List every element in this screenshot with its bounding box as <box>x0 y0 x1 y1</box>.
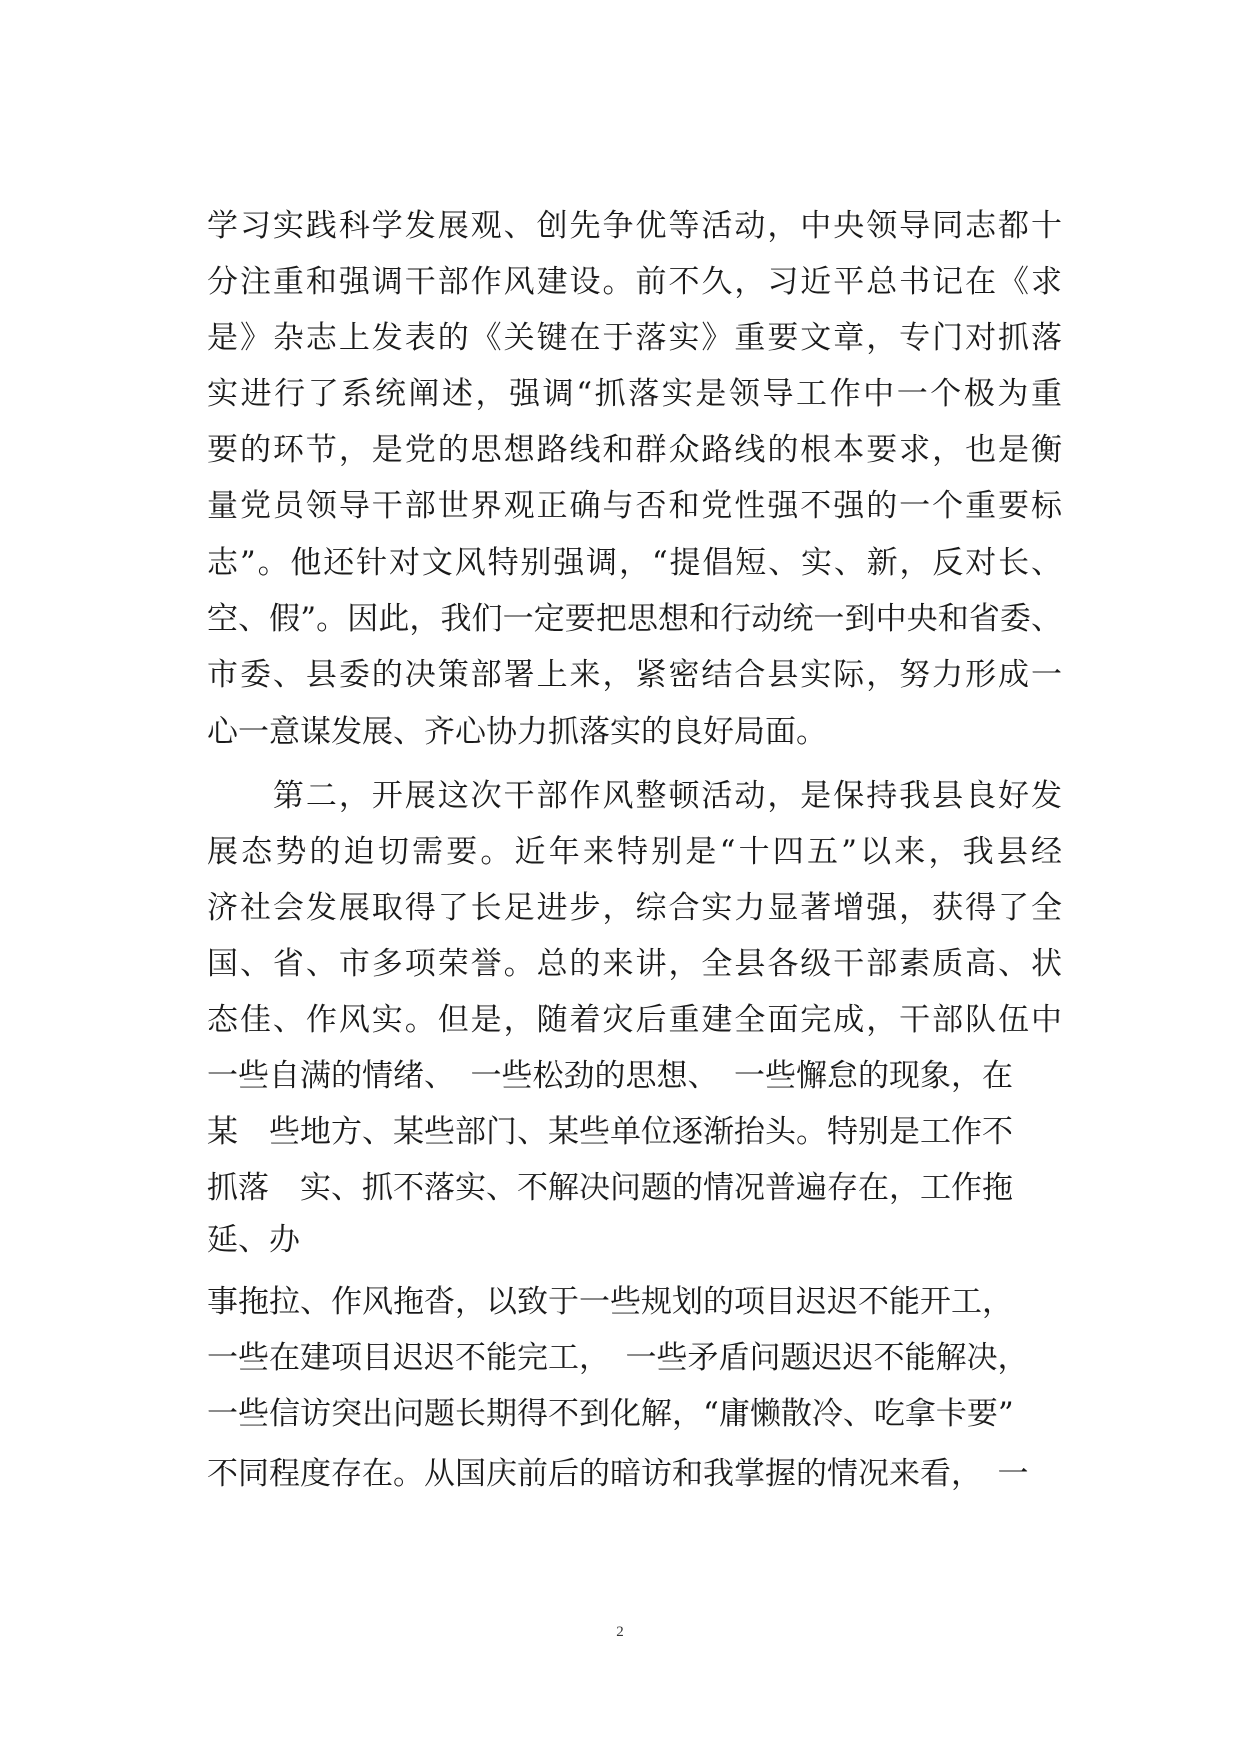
text-line: 志”。他还针对文风特别强调，“提倡短、实、新，反对长、 <box>207 545 1062 581</box>
text-line: 抓落 实、抓不落实、不解决问题的情况普遍存在，工作拖 <box>207 1170 1013 1206</box>
text-line: 一些自满的情绪、 一些松劲的思想、 一些懈怠的现象，在 <box>207 1058 1013 1094</box>
page-number: 2 <box>616 1624 624 1640</box>
text-line: 是》杂志上发表的《关键在于落实》重要文章，专门对抓落 <box>207 320 1062 356</box>
text-line: 量党员领导干部世界观正确与否和党性强不强的一个重要标 <box>207 488 1062 524</box>
text-line: 一些信访突出问题长期得不到化解，“庸懒散冷、吃拿卡要” <box>207 1396 1014 1432</box>
text-line: 学习实践科学发展观、创先争优等活动，中央领导同志都十 <box>207 208 1062 244</box>
text-line: 展态势的迫切需要。近年来特别是“十四五”以来，我县经 <box>207 834 1062 870</box>
text-line: 态佳、作风实。但是，随着灾后重建全面完成，干部队伍中 <box>207 1002 1062 1038</box>
text-line: 一些在建项目迟迟不能完工， 一些矛盾问题迟迟不能解决， <box>207 1340 1029 1376</box>
text-line: 空、假”。因此，我们一定要把思想和行动统一到中央和省委、 <box>207 601 1062 637</box>
text-line: 延、办 <box>207 1222 300 1258</box>
text-line: 济社会发展取得了长足进步，综合实力显著增强，获得了全 <box>207 890 1062 926</box>
text-line: 国、省、市多项荣誉。总的来讲，全县各级干部素质高、状 <box>207 946 1062 982</box>
text-line: 心一意谋发展、齐心协力抓落实的良好局面。 <box>207 714 827 750</box>
text-line: 不同程度存在。从国庆前后的暗访和我掌握的情况来看， 一 <box>207 1456 1029 1492</box>
text-line: 实进行了系统阐述，强调“抓落实是领导工作中一个极为重 <box>207 376 1062 412</box>
text-line: 事拖拉、作风拖沓，以致于一些规划的项目迟迟不能开工， <box>207 1284 1013 1320</box>
text-line: 要的环节，是党的思想路线和群众路线的根本要求，也是衡 <box>207 432 1062 468</box>
text-line: 市委、县委的决策部署上来，紧密结合县实际，努力形成一 <box>207 657 1062 693</box>
text-line: 第二，开展这次干部作风整顿活动，是保持我县良好发 <box>207 778 1062 814</box>
text-line: 分注重和强调干部作风建设。前不久，习近平总书记在《求 <box>207 264 1062 300</box>
text-line: 某 些地方、某些部门、某些单位逐渐抬头。特别是工作不 <box>207 1114 1013 1150</box>
